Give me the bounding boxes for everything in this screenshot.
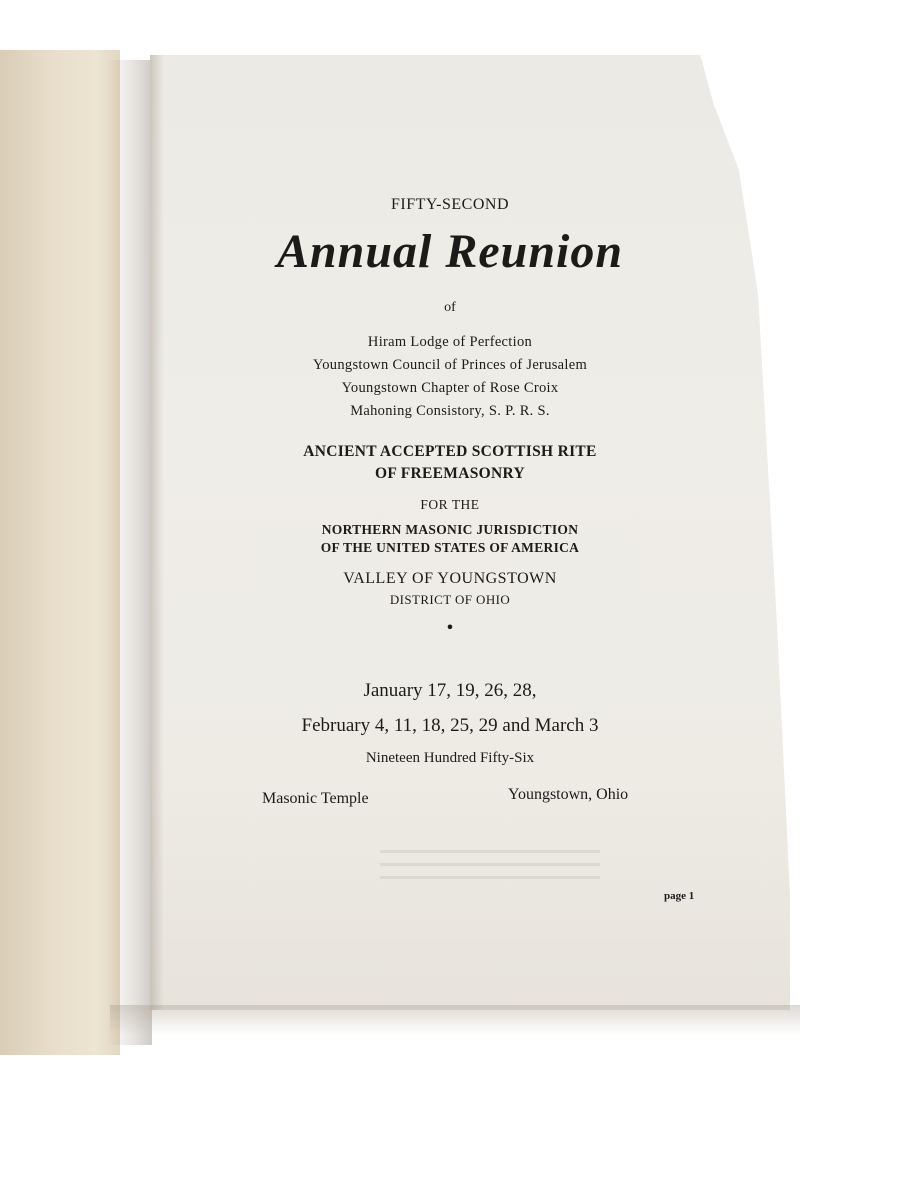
dates-line: January 17, 19, 26, 28, (363, 680, 537, 701)
venue-text: Masonic Temple (262, 790, 369, 807)
spine-shadow (106, 60, 152, 1045)
valley-heading: VALLEY OF YOUNGSTOWN (343, 570, 557, 587)
page-title: Annual Reunion (276, 225, 624, 278)
jurisdiction-line: NORTHERN MASONIC JURISDICTION (321, 522, 579, 537)
rite-heading-line: OF FREEMASONRY (375, 465, 525, 482)
page-shadow (110, 1005, 800, 1035)
bullet-ornament: • (445, 618, 455, 637)
year-text: Nineteen Hundred Fifty-Six (365, 750, 535, 766)
masonic-body-line: Mahoning Consistory, S. P. R. S. (350, 403, 550, 419)
masonic-body-line: Hiram Lodge of Perfection (367, 334, 533, 350)
booklet-cover-edge (0, 50, 120, 1055)
ordinal-heading: FIFTY-SECOND (390, 196, 509, 213)
show-through-text (380, 840, 600, 895)
for-the-text: FOR THE (420, 497, 480, 512)
dates-line: February 4, 11, 18, 25, 29 and March 3 (301, 715, 599, 736)
masonic-body-line: Youngstown Chapter of Rose Croix (341, 380, 559, 396)
page-number: page 1 (664, 890, 695, 902)
rite-heading-line: ANCIENT ACCEPTED SCOTTISH RITE (303, 443, 597, 460)
city-text: Youngstown, Ohio (508, 786, 629, 803)
jurisdiction-line: OF THE UNITED STATES OF AMERICA (320, 540, 580, 555)
masonic-body-line: Youngstown Council of Princes of Jerusalem (312, 357, 588, 373)
connector-text: of (444, 300, 456, 315)
district-heading: DISTRICT OF OHIO (389, 592, 511, 607)
